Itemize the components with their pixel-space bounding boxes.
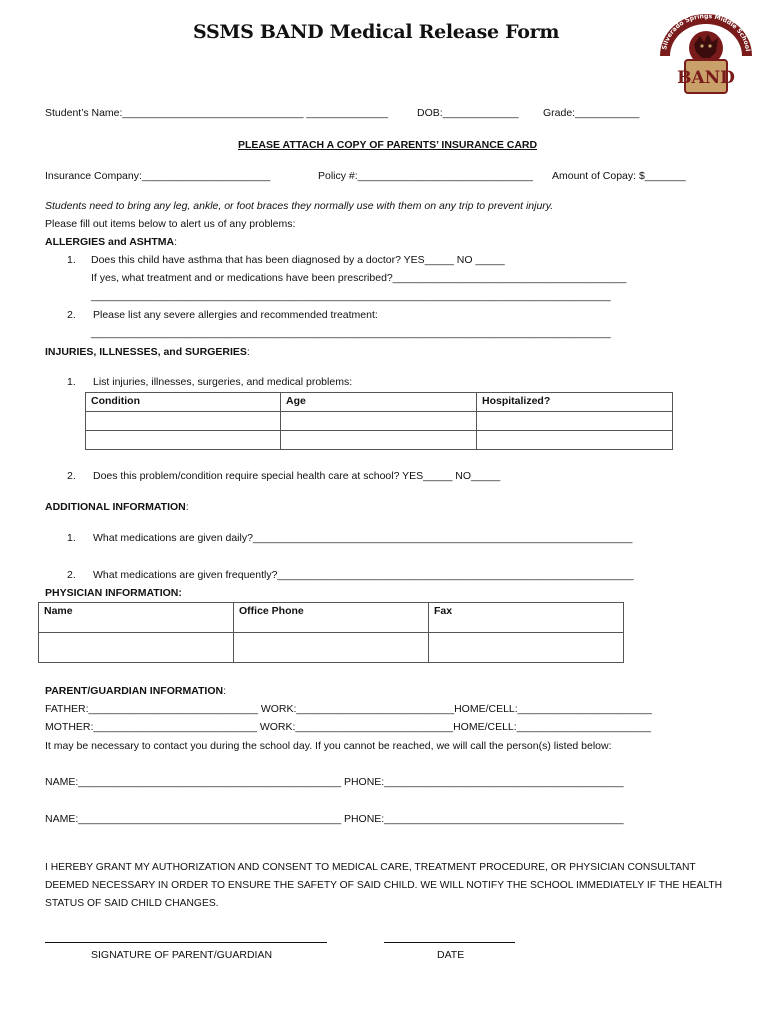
- signature-line[interactable]: [45, 942, 327, 943]
- parent-heading: PARENT/GUARDIAN INFORMATION: [45, 685, 224, 697]
- asthma-treatment-field[interactable]: If yes, what treatment and or medications have been prescribed?________________________________________: [91, 272, 627, 284]
- conditions-table: [85, 392, 673, 450]
- allergies-colon: :: [174, 236, 178, 248]
- parent-colon: :: [223, 685, 227, 697]
- office-phone-cell[interactable]: [234, 633, 429, 663]
- father-field[interactable]: FATHER:_____________________________ WORK:___________________________HOME/CELL:_______________________: [45, 703, 652, 715]
- special-care-question[interactable]: Does this problem/condition require special health care at school? YES_____ NO_____: [93, 470, 501, 482]
- table-row: [39, 633, 624, 663]
- student-name-field[interactable]: Student’s Name:_______________________________ ______________: [45, 107, 389, 119]
- hospitalized-header: Hospitalized?: [477, 393, 673, 412]
- condition-cell[interactable]: [86, 431, 281, 450]
- age-header: Age: [281, 393, 477, 412]
- allergies-q2-number: 2.: [67, 309, 76, 321]
- dob-field[interactable]: DOB:_____________: [417, 107, 519, 119]
- table-row: [86, 412, 673, 431]
- date-line[interactable]: [384, 942, 515, 943]
- additional-q2-number: 2.: [67, 569, 76, 581]
- physician-heading: PHYSICIAN INFORMATION:: [45, 587, 182, 599]
- insurance-heading: PLEASE ATTACH A COPY OF PARENTS’ INSURANCE CARD: [238, 139, 538, 151]
- emergency-contact-1[interactable]: NAME:_____________________________________________ PHONE:_________________________________________: [45, 776, 624, 788]
- allergies-answer-line[interactable]: _________________________________________________________________________________________: [91, 327, 611, 339]
- band-logo: [654, 8, 758, 94]
- physician-name-header: Name: [39, 603, 234, 633]
- date-label: DATE: [437, 949, 465, 961]
- asthma-treatment-line[interactable]: _________________________________________________________________________________________: [91, 290, 611, 302]
- injuries-q1-number: 1.: [67, 376, 76, 388]
- additional-heading-row: [45, 501, 189, 513]
- additional-heading: ADDITIONAL INFORMATION: [45, 501, 186, 513]
- hospitalized-cell[interactable]: [477, 412, 673, 431]
- fax-cell[interactable]: [429, 633, 624, 663]
- grade-field[interactable]: Grade:___________: [543, 107, 640, 119]
- daily-medications-field[interactable]: What medications are given daily?_________________________________________________________________: [93, 532, 633, 544]
- logo-word: BAND: [677, 68, 735, 88]
- injuries-heading-row: [45, 346, 250, 358]
- form-title: SSMS BAND Medical Release Form: [193, 21, 560, 43]
- emergency-contact-2[interactable]: NAME:_____________________________________________ PHONE:_________________________________________: [45, 813, 624, 825]
- additional-colon: :: [185, 501, 189, 513]
- logo-arc-text: Silverado Springs Middle School: [661, 12, 751, 52]
- authorization-line-1: I HEREBY GRANT MY AUTHORIZATION AND CONSENT TO MEDICAL CARE, TREATMENT PROCEDURE, OR PHYSICIAN CONSULTANT: [45, 862, 696, 873]
- parent-heading-row: [45, 685, 226, 697]
- additional-q1-number: 1.: [67, 532, 76, 544]
- asthma-question[interactable]: Does this child have asthma that has been diagnosed by a doctor? YES_____ NO _____: [91, 254, 505, 266]
- hospitalized-cell[interactable]: [477, 431, 673, 450]
- authorization-line-2: DEEMED NECESSARY IN ORDER TO ENSURE THE SAFETY OF SAID CHILD. WE WILL NOTIFY THE SCHOOL IMMEDIATELY IF THE HEALTH: [45, 880, 723, 891]
- injuries-q2-number: 2.: [67, 470, 76, 482]
- authorization-line-3: STATUS OF SAID CHILD CHANGES.: [45, 898, 219, 909]
- age-cell[interactable]: [281, 431, 477, 450]
- fax-header: Fax: [429, 603, 624, 633]
- injuries-heading: INJURIES, ILLNESSES, and SURGERIES: [45, 346, 247, 358]
- allergies-heading: ALLERGIES and ASHTMA: [45, 236, 175, 248]
- allergies-heading-row: [45, 236, 177, 248]
- braces-notice: Students need to bring any leg, ankle, or foot braces they normally use with them on any trip to prevent injury.: [45, 200, 554, 212]
- injuries-colon: :: [246, 346, 250, 358]
- table-row: [86, 431, 673, 450]
- copay-field[interactable]: Amount of Copay: $_______: [552, 170, 686, 182]
- allergies-question: Please list any severe allergies and recommended treatment:: [93, 309, 378, 321]
- injuries-question: List injuries, illnesses, surgeries, and medical problems:: [93, 376, 353, 388]
- fill-instructions: Please fill out items below to alert us of any problems:: [45, 218, 296, 230]
- contact-note: It may be necessary to contact you during the school day. If you cannot be reached, we will call the person(s) listed below:: [45, 740, 612, 752]
- physician-table: [38, 602, 624, 663]
- age-cell[interactable]: [281, 412, 477, 431]
- frequent-medications-field[interactable]: What medications are given frequently?_____________________________________________________________: [93, 569, 634, 581]
- physician-name-cell[interactable]: [39, 633, 234, 663]
- condition-header: Condition: [86, 393, 281, 412]
- policy-field[interactable]: Policy #:______________________________: [318, 170, 533, 182]
- allergies-q1-number: 1.: [67, 254, 76, 266]
- mother-field[interactable]: MOTHER:____________________________ WORK:___________________________HOME/CELL:_______________________: [45, 721, 652, 733]
- office-phone-header: Office Phone: [234, 603, 429, 633]
- insurance-company-field[interactable]: Insurance Company:______________________: [45, 170, 271, 182]
- condition-cell[interactable]: [86, 412, 281, 431]
- signature-label: SIGNATURE OF PARENT/GUARDIAN: [91, 949, 273, 961]
